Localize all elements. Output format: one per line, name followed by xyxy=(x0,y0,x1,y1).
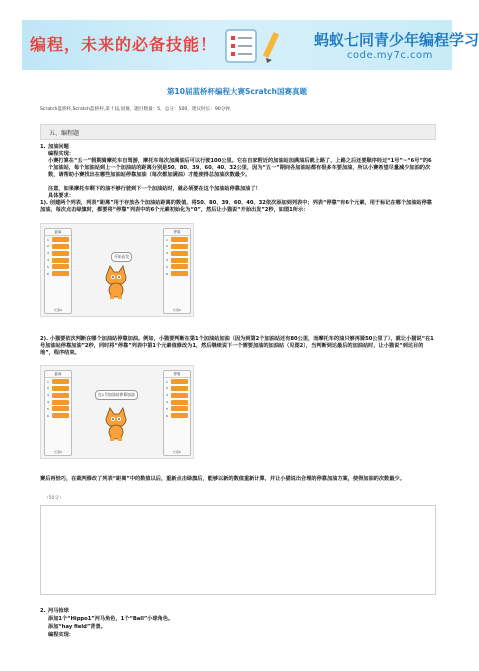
answer-box[interactable] xyxy=(40,505,436,595)
speech-bubble: 开始出发 xyxy=(111,252,132,262)
header-banner xyxy=(22,20,479,70)
q1-step1: 1). 创建两个列表，列表“距离”用于存放各个加油站距离的数值，将50、80、39、60、40、32依次添加到列表中；列表“停靠”有6个元素，用于标记在哪个加油站停靠加油，每次点击绿旗时，都要将“停靠”列表中的6个元素初始化为“0”，然后让小猫说“开始出发”2秒，如图1所示： xyxy=(40,200,432,214)
q2-line3: 编程实现： xyxy=(48,632,74,638)
list-distance-title: 距离 xyxy=(45,371,71,378)
q1-number: 1. xyxy=(40,144,46,150)
q2-number: 2. xyxy=(40,608,46,614)
speech-bubble: 在1号加油站停靠加油 xyxy=(95,390,138,400)
q1-desc-label: 编程实现： xyxy=(48,151,74,157)
banner-slogan: 编程，未来的必备技能！ xyxy=(30,35,218,54)
q1-step2: 2). 小猫要依次判断在哪个加油站停靠加油。例如，小猫要判断在第1个加油站加油（因为到第2个加油站还有80公里，而摩托车的油只够再骑50公里了），就让小猫说“在1号加油站停靠加油”2秒，同时将“停靠”列表中第1个元素值修改为1，然后继续说下一个需要加油的加油站（见图2），当判断到达最后的加油站时，让小猫说“到达目的地”，程序结束。 xyxy=(40,336,434,357)
banner-icons xyxy=(222,28,292,64)
list-stop-title: 停靠 xyxy=(164,371,190,378)
list-distance-length: 长度6 xyxy=(54,308,62,312)
scratch-cat-icon xyxy=(101,406,131,442)
q2-heading: 河马捡球 xyxy=(48,608,69,614)
section-header xyxy=(40,124,436,140)
q2-line2: 添加“hay field”背景。 xyxy=(48,624,106,630)
list-distance: 距离 1 2 3 4 5 6 长度6 xyxy=(44,228,72,314)
list-stop-length: 长度6 xyxy=(173,450,181,454)
list-distance-length: 长度6 xyxy=(54,450,62,454)
list-stop-length: 长度6 xyxy=(173,308,181,312)
q1-step3: 赛后再恰巧，在裁判修改了列表“距离”中的数值以后，重新点击绿旗后，能够以新的数值重新计算，并让小猫说出合理的停靠加油方案，使得加油的次数最少。 xyxy=(40,476,405,482)
figure-1 xyxy=(40,223,194,317)
q1-score: （50分） xyxy=(44,496,64,501)
list-distance: 距离 1 2 3 4 5 6 长度6 xyxy=(44,370,72,456)
list-stop: 停靠 1 2 3 4 5 6 长度6 xyxy=(163,370,191,456)
q1-steps-label: 具体要求： xyxy=(48,193,74,199)
q1-note: 注意，如果摩托车剩下的油不够行驶到下一个加油站时，就必须要在这个加油站停靠加油了！ xyxy=(48,186,261,192)
list-stop: 停靠 1 2 3 4 5 6 长度6 xyxy=(163,228,191,314)
scratch-cat-icon xyxy=(101,264,131,300)
q1-heading: 加油问题 xyxy=(48,144,69,150)
page-title: 第10届蓝桥杯编程大赛Scratch国赛真题 xyxy=(167,87,307,96)
list-distance-title: 距离 xyxy=(45,229,71,236)
banner-brand: 蚂蚁七同青少年编程学习 xyxy=(314,31,479,49)
banner-url: code.my7c.com xyxy=(347,50,433,61)
q1-description: 小赛打算在“五一”假期骑摩托车自驾游，摩托车每次加满油后可以行驶100公里。它在自家附近的加油站加满油后就上路了，上路之后还要顺序经过“1号”~“6号”的6个加油站，每个加油站到上一个加油站的距离分别是50、80、39、60、40、32公里，因为“五一”期间各加油站都有很多车要加油，所以小赛希望尽量减少加油的次数，请帮助小赛找出在哪些加油站停靠加油（每次都加满油）才能使得总加油次数最少。 xyxy=(48,158,432,179)
list-stop-title: 停靠 xyxy=(164,229,190,236)
checklist-icon xyxy=(226,30,256,62)
section-title: 五、编程题 xyxy=(49,130,80,137)
q2-line1: 添加1个“Hippo1”河马角色，1个“Ball”小球角色。 xyxy=(48,616,174,622)
exam-meta: Scratch蓝桥杯,Scratch蓝桥杯,第十届,国赛，题目数量：5，总分：500，建议时长：90分钟， xyxy=(40,107,235,112)
figure-2 xyxy=(40,365,194,459)
pencil-icon xyxy=(263,32,279,63)
